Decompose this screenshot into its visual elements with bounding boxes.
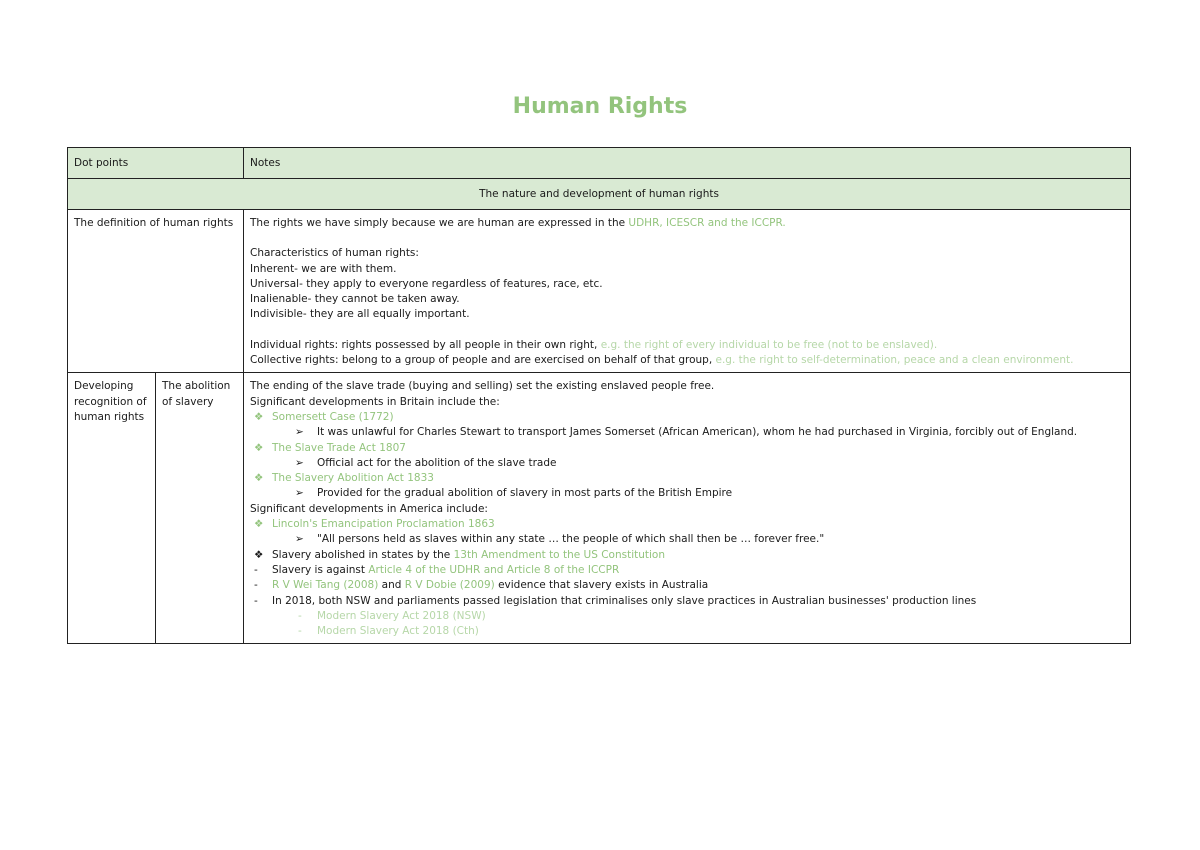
individual-rights-text xyxy=(250,338,1124,353)
list-item xyxy=(250,532,1124,547)
list-item xyxy=(250,563,1124,578)
collective-rights-example: e.g. the right to self-determination, peace and a clean environment. xyxy=(715,354,1074,367)
slavery-abolition-act: The Slavery Abolition Act 1833 xyxy=(272,472,434,485)
case-wei-tang: R V Wei Tang (2008) xyxy=(272,579,379,592)
sub-dot-point-label: The abolition of slavery xyxy=(156,373,244,644)
characteristic-item: Inalienable- they cannot be taken away. xyxy=(250,293,460,306)
list-item xyxy=(250,425,1124,440)
diamond-bullet-icon: ❖ xyxy=(254,518,264,531)
list-item xyxy=(250,578,1124,593)
slave-trade-act: The Slave Trade Act 1807 xyxy=(272,441,406,454)
somersett-detail: It was unlawful for Charles Stewart to transport James Somerset (African American), whom he had purchased in Virginia, forcibly out of England. xyxy=(317,426,1078,439)
diamond-bullet-icon: ❖ xyxy=(254,548,264,561)
list-item xyxy=(250,410,1124,425)
modern-slavery-act-nsw: Modern Slavery Act 2018 (NSW) xyxy=(317,609,486,622)
britain-intro: Significant developments in Britain include the: xyxy=(250,395,500,408)
individual-rights-example: e.g. the right of every individual to be free (not to be enslaved). xyxy=(600,338,938,351)
section-title: The nature and development of human rights xyxy=(68,179,1131,210)
amendment-name: 13th Amendment to the US Constitution xyxy=(453,548,666,561)
collective-rights-plain: Collective rights: belong to a group of people and are exercised on behalf of that group, xyxy=(250,354,716,367)
udhr-text: Slavery is against xyxy=(272,563,369,576)
arrow-bullet-icon: ➢ xyxy=(295,426,304,439)
list-item xyxy=(250,441,1124,456)
list-item xyxy=(250,594,1124,609)
notes-cell xyxy=(244,373,1131,644)
slavery-abolition-act-detail: Provided for the gradual abolition of slavery in most parts of the British Empire xyxy=(317,487,733,500)
notes-table xyxy=(67,147,1131,644)
modern-slavery-act-cth: Modern Slavery Act 2018 (Cth) xyxy=(317,625,479,638)
characteristics-heading: Characteristics of human rights: xyxy=(250,247,419,260)
definition-text-highlight: UDHR, ICESCR and the ICCPR. xyxy=(628,217,786,229)
arrow-bullet-icon: ➢ xyxy=(295,533,304,546)
notes-cell xyxy=(244,210,1131,373)
diamond-bullet-icon: ❖ xyxy=(254,441,264,454)
header-notes: Notes xyxy=(244,148,1131,179)
udhr-articles: Article 4 of the UDHR and Article 8 of the ICCPR xyxy=(368,563,620,576)
list-item xyxy=(250,471,1124,486)
list-item xyxy=(250,517,1124,532)
table-row xyxy=(68,210,1131,373)
list-item xyxy=(250,456,1124,471)
list-item xyxy=(250,609,1124,624)
slave-trade-act-detail: Official act for the abolition of the slave trade xyxy=(317,456,557,469)
slavery-intro: The ending of the slave trade (buying and selling) set the existing enslaved people free. xyxy=(250,380,715,393)
dash-bullet-icon: - xyxy=(298,625,302,638)
characteristic-item: Universal- they apply to everyone regardless of features, race, etc. xyxy=(250,277,603,290)
dash-bullet-icon: - xyxy=(254,594,258,607)
case-dobie: R V Dobie (2009) xyxy=(404,579,495,592)
dot-point-label: Developing recognition of human rights xyxy=(68,373,156,644)
collective-rights-text xyxy=(250,353,1124,368)
spacer xyxy=(250,231,1124,246)
dot-point-label: The definition of human rights xyxy=(68,210,244,373)
dash-bullet-icon: - xyxy=(254,579,258,592)
definition-text xyxy=(250,216,1124,231)
case-connector: and xyxy=(378,579,405,592)
individual-rights-plain: Individual rights: rights possessed by all people in their own right, xyxy=(250,338,601,351)
case-evidence-text: evidence that slavery exists in Australia xyxy=(494,579,709,592)
characteristic-item: Inherent- we are with them. xyxy=(250,262,397,275)
diamond-bullet-icon: ❖ xyxy=(254,410,264,423)
list-item xyxy=(250,486,1124,501)
list-item xyxy=(250,624,1124,639)
list-item xyxy=(250,548,1124,563)
section-row xyxy=(68,179,1131,210)
dash-bullet-icon: - xyxy=(298,609,302,622)
emancipation-quote: "All persons held as slaves within any state … the people of which shall then be … forever free." xyxy=(317,533,825,546)
america-intro: Significant developments in America include: xyxy=(250,502,488,515)
table-header-row xyxy=(68,148,1131,179)
page-title: Human Rights xyxy=(512,94,688,119)
somersett-case: Somersett Case (1772) xyxy=(272,410,394,423)
header-dot-points: Dot points xyxy=(68,148,244,179)
amendment-text: Slavery abolished in states by the xyxy=(272,548,454,561)
diamond-bullet-icon: ❖ xyxy=(254,472,264,485)
legislation-2018-text: In 2018, both NSW and parliaments passed legislation that criminalises only slave practices in Australian businesses' production lines xyxy=(272,594,977,607)
table-row xyxy=(68,373,1131,644)
characteristic-item: Indivisible- they are all equally important. xyxy=(250,308,470,321)
spacer xyxy=(250,323,1124,338)
arrow-bullet-icon: ➢ xyxy=(295,456,304,469)
dash-bullet-icon: - xyxy=(254,563,258,576)
definition-text-plain: The rights we have simply because we are human are expressed in the xyxy=(250,217,629,229)
arrow-bullet-icon: ➢ xyxy=(295,487,304,500)
emancipation-proclamation: Lincoln's Emancipation Proclamation 1863 xyxy=(272,518,495,531)
